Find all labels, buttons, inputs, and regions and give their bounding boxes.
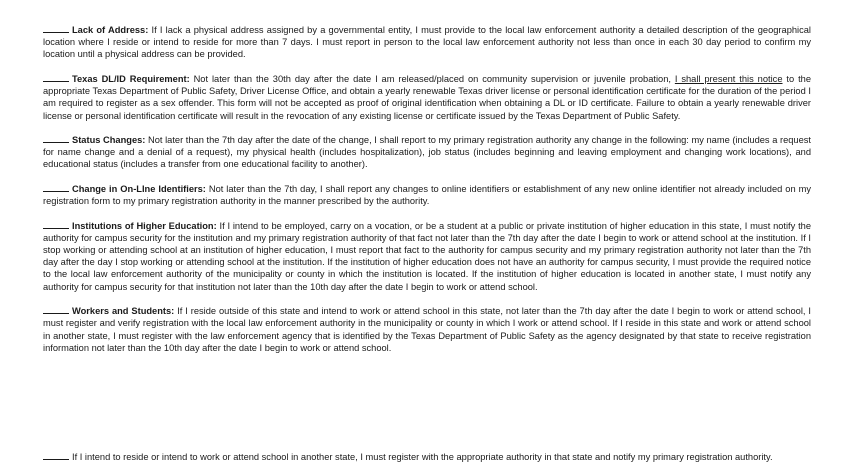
paragraph-heading: Workers and Students: <box>72 306 175 317</box>
paragraph-texas-dl-id <box>43 73 811 122</box>
paragraph-heading: Status Changes: <box>72 135 146 146</box>
initial-blank-line[interactable] <box>43 190 69 192</box>
paragraph-heading: Institutions of Higher Education: <box>72 220 217 231</box>
paragraph-online-identifiers <box>43 183 811 207</box>
document-body <box>43 24 811 366</box>
paragraph-text: to the appropriate Texas Department of Public Safety, Driver License Office, and obtain a yearly renewable Texas driver license or personal identification certificate for the duration of the period I am required to register as a sex offender. This form will not be accepted as proof of original identification when obtaining a DL or ID certificate. Failure to obtain a yearly renewable driver license or personal identification certificate will result in the revocation of any existing license or certificate issued by the Texas Department of Public Safety. <box>43 73 811 121</box>
cutoff-paragraph <box>43 451 811 463</box>
initial-blank-line[interactable] <box>43 141 69 143</box>
paragraph-heading: Change in On-LIne Identifiers: <box>72 183 206 194</box>
paragraph-workers-students <box>43 305 811 354</box>
initial-blank-line[interactable] <box>43 31 69 33</box>
paragraph-status-changes <box>43 134 811 171</box>
paragraph-text: Not later than the 30th day after the date I am released/placed on community supervision or juvenile probation, <box>189 73 675 84</box>
paragraph-heading: Lack of Address: <box>72 25 149 35</box>
initial-blank-line[interactable] <box>43 80 69 82</box>
paragraph-lack-of-address <box>43 24 811 61</box>
paragraph-text: If I lack a physical address assigned by a governmental entity, I must provide to the local law enforcement authority a detailed description of the geographical location where I reside or intend to reside for more than 7 days. I must report in person to the local law enforcement authority not less than once in each 30 day period to confirm my location until a physical address can be provided. <box>43 25 811 60</box>
paragraph-text: If I intend to be employed, carry on a vocation, or be a student at a public or private institution of higher education in this state, I must notify the authority for campus security for the institution and my primary registration authority of that fact not later than the 7th day after the date I begin to work or attend school at the institution. If I stop working or attending school at an institution of higher education, I must report that fact to the authority for campus security and my primary registration authority not later than the 7th day after the day I stop working or attending school at the institution. If the institution of higher education does not have an authority for campus security, I must provide the required notice to the local law enforcement authority of the municipality or county in which the institution is located. If the institution of higher education is located in another state, I must notify any authority for campus security for that institution not later than the 10th day after the date I begin to work or attend school. <box>43 220 812 292</box>
initial-blank-line[interactable] <box>43 312 69 314</box>
initial-blank-line[interactable] <box>43 227 69 229</box>
paragraph-text: If I intend to reside or intend to work or attend school in another state, I must register with the appropriate authority in that state and notify my primary registration authority. <box>72 452 773 462</box>
paragraph-text: Not later than the 7th day after the date of the change, I shall report to my primary registration authority any change in the following: my name (includes a request for name change and a denial of a request), my physical health (includes hospitalization), job status (includes beginning and leaving employment and changing work locations), and educational status (includes a transfer from one educational facility to another). <box>43 135 811 170</box>
paragraph-text: If I reside outside of this state and intend to work or attend school in this state, not later than the 7th day after the date I begin to work or attend school, I must register and verify registration with the local law enforcement authority in the municipality or county in which I work or attend school. If I reside in this state and work or attend school in another state, I must register with the law enforcement agency that is identified by the Texas Department of Public Safety as the agency designated by that state to receive registration information not later than the 10th day after the date I begin to work or attend school. <box>43 306 811 353</box>
paragraph-higher-education <box>43 220 811 293</box>
paragraph-text: Not later than the 7th day, I shall report any changes to online identifiers or establishment of any new online identifier not already included on my registration form to my primary registration authority in the manner prescribed by the authority. <box>43 183 811 207</box>
cutoff-text <box>43 451 811 463</box>
underlined-text: I shall present this notice <box>674 73 783 84</box>
initial-blank-line[interactable] <box>43 458 69 460</box>
paragraph-heading: Texas DL/ID Requirement: <box>72 73 190 84</box>
